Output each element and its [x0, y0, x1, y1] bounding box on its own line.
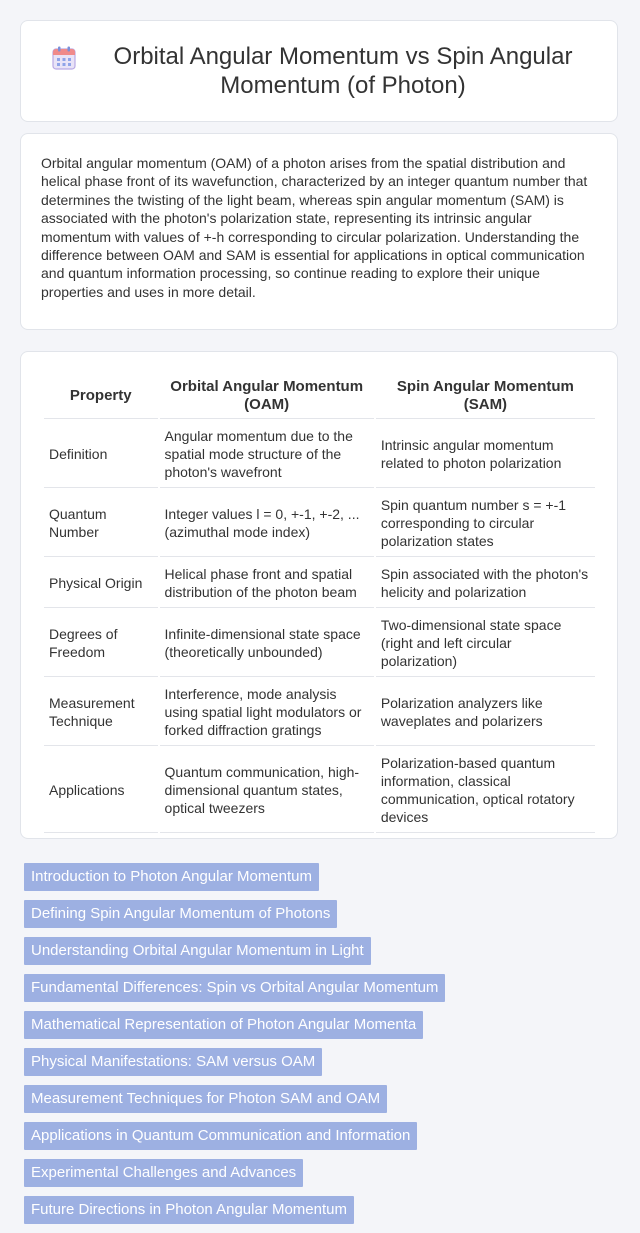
cell-oam: Interference, mode analysis using spatial light modulators or forked diffraction gratings [160, 679, 374, 746]
cell-sam: Two-dimensional state space (right and left circular polarization) [376, 610, 595, 677]
title-card [20, 20, 618, 122]
topic-link-future-directions[interactable]: Future Directions in Photon Angular Momentum [24, 1196, 354, 1224]
table-row [44, 610, 595, 677]
topic-link-understanding-oam[interactable]: Understanding Orbital Angular Momentum in Light [24, 937, 371, 965]
topic-link-measurement-techniques[interactable]: Measurement Techniques for Photon SAM and OAM [24, 1085, 387, 1113]
cell-property: Definition [44, 421, 158, 488]
header-property: Property [44, 374, 158, 419]
topic-link-experimental-challenges[interactable]: Experimental Challenges and Advances [24, 1159, 303, 1187]
cell-property: Applications [44, 748, 158, 833]
cell-oam: Helical phase front and spatial distribution of the photon beam [160, 559, 374, 608]
cell-oam: Integer values l = 0, +-1, +-2, ... (azimuthal mode index) [160, 490, 374, 557]
intro-card [20, 133, 618, 330]
cell-sam: Spin quantum number s = +-1 corresponding to circular polarization states [376, 490, 595, 557]
cell-sam: Spin associated with the photon's helicity and polarization [376, 559, 595, 608]
cell-sam: Intrinsic angular momentum related to photon polarization [376, 421, 595, 488]
cell-oam: Angular momentum due to the spatial mode structure of the photon's wavefront [160, 421, 374, 488]
table-row [44, 748, 595, 833]
cell-sam: Polarization-based quantum information, classical communication, optical rotatory devices [376, 748, 595, 833]
comparison-table [42, 372, 597, 835]
table-row [44, 421, 595, 488]
comparison-table-card [20, 351, 618, 839]
cell-property: Degrees of Freedom [44, 610, 158, 677]
title-row [51, 42, 587, 100]
topic-link-introduction[interactable]: Introduction to Photon Angular Momentum [24, 863, 319, 891]
topic-link-fundamental-differences[interactable]: Fundamental Differences: Spin vs Orbital Angular Momentum [24, 974, 445, 1002]
cell-sam: Polarization analyzers like waveplates and polarizers [376, 679, 595, 746]
topic-link-physical-manifestations[interactable]: Physical Manifestations: SAM versus OAM [24, 1048, 322, 1076]
intro-paragraph: Orbital angular momentum (OAM) of a photon arises from the spatial distribution and helical phase front of its wavefunction, characterized by an integer quantum number that determines the twisting of the light beam, whereas spin angular momentum (SAM) is associated with the photon's polarization state, representing its intrinsic angular momentum with values of +-h corresponding to circular polarization. Understanding the difference between OAM and SAM is essential for applications in optical communication and quantum information processing, so continue reading to explore their unique properties and uses in more detail. [41, 155, 588, 300]
page-title: Orbital Angular Momentum vs Spin Angular Momentum (of Photon) [113, 43, 573, 99]
table-row [44, 490, 595, 557]
table-header-row [44, 374, 595, 419]
topic-link-applications[interactable]: Applications in Quantum Communication and Information [24, 1122, 417, 1150]
topic-link-mathematical-representation[interactable]: Mathematical Representation of Photon Angular Momenta [24, 1011, 423, 1039]
topic-links [24, 863, 620, 1233]
cell-property: Physical Origin [44, 559, 158, 608]
cell-property: Measurement Technique [44, 679, 158, 746]
table-row [44, 679, 595, 746]
cell-oam: Infinite-dimensional state space (theoretically unbounded) [160, 610, 374, 677]
header-sam: Spin Angular Momentum (SAM) [376, 374, 595, 419]
cell-oam: Quantum communication, high-dimensional quantum states, optical tweezers [160, 748, 374, 833]
header-oam: Orbital Angular Momentum (OAM) [160, 374, 374, 419]
topic-link-defining-sam[interactable]: Defining Spin Angular Momentum of Photons [24, 900, 337, 928]
cell-property: Quantum Number [44, 490, 158, 557]
table-row [44, 559, 595, 608]
calendar-icon [51, 45, 77, 71]
